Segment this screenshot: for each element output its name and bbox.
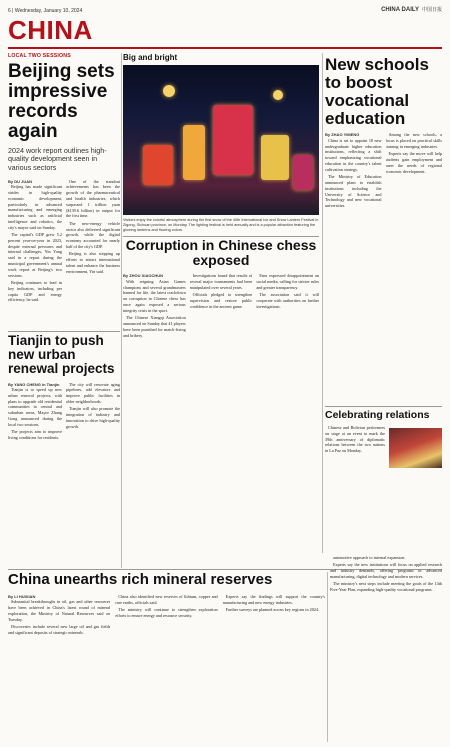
story-body-col1: By ZHAO YIMENG China is set to appoint 18 new undergraduate higher education institutions, reflecting a shift toward emphasizing vocational education in the country's talent cultivation strategy. The Ministry of Education announced plans to establish institutions including the University of Science and Technology and new vocational universities. bbox=[325, 132, 382, 209]
story-body-col2: The city will renovate aging pipelines, add elevators and improve public facilities in older neighborhoods. Tianjin will also promote the integration of industry and innovation to drive high-quality growth. bbox=[66, 381, 120, 429]
story-headline[interactable]: Beijing sets impressive records again bbox=[8, 61, 115, 142]
section-title: CHINA bbox=[8, 15, 93, 45]
masthead-brand: CHINA DAILY 中国日报 bbox=[381, 7, 442, 13]
story-body-col1: By ZHOU XIAOCHUN With reigning Asian Games champions and several grandmasters banned for life, the latest crackdown on corruption in Chinese chess has once again exposed a serious integrity crisis in the sport. The Chinese Xiangqi Association announced on Sunday that 41 players have been punished for match-fixing and bribery. bbox=[123, 273, 186, 338]
story-byline: By ZHOU XIAOCHUN bbox=[123, 273, 164, 279]
story-body-col2: One of the standout achievements has been the growth of the pharmaceutical and health industries, which surpassed 1 trillion yuan ($139.6 billion) in output for the first time. The new-energy vehicle sector also delivered significant growth, while the digital economy accounted for nearly half of the city's GDP. Beijing is also stepping up efforts to attract international talent and enhance the business environment, Yin said. bbox=[66, 178, 120, 274]
story-deck: 2024 work report outlines high-quality development seen in various sectors bbox=[8, 145, 107, 173]
story-body-col1: By DU JUAN Beijing has made significant strides in high-quality economic development, particularly in advanced manufacturing and emerging industries such as artificial intelligence and robotics, the city's mayor said on Sunday. The capital's GDP grew 5.2 percent year-on-year in 2023, despite external pressures and internal challenges, Yin Yong said in a report during the municipal government's annual work report at Beijing's two sessions. Beijing continues to lead in key indicators, including per capita GDP and energy efficiency, he said. bbox=[8, 178, 62, 303]
page-info: 6 | Wednesday, January 10, 2024 bbox=[8, 8, 83, 14]
story-mineral-reserves bbox=[8, 572, 325, 742]
story-byline: By LI HUIXIAN bbox=[8, 593, 36, 599]
story-body-col3: Fans expressed disappointment on social media, calling for stricter rules and greater transparency. The association said it will cooperate with authorities on further investigations. bbox=[256, 273, 319, 309]
story-tianjin-renewal bbox=[8, 334, 120, 566]
column-divider bbox=[322, 53, 323, 553]
masthead-brand-cn: 中国日报 bbox=[421, 7, 442, 13]
story-headline[interactable]: China unearths rich mineral reserves bbox=[8, 572, 273, 588]
story-chess-corruption bbox=[123, 238, 319, 538]
story-kicker: LOCAL TWO SESSIONS bbox=[8, 53, 71, 59]
photo-label: Big and bright bbox=[123, 53, 178, 62]
story-headline[interactable]: New schools to boost vocational education bbox=[325, 55, 429, 128]
story-celebrating-relations bbox=[325, 410, 442, 550]
story-headline[interactable]: Tianjin to push new urban renewal projects bbox=[8, 334, 115, 377]
story-body-col1: By YANG CHENG in Tianjin Tianjin is to speed up new urban renewal projects, with plans to upgrade old residential communities in central and suburban areas, Mayor Zhang Gong announced during the local two sessions. The projects aim to improve living conditions for residents. bbox=[8, 381, 62, 440]
story-body-col2: Investigations found that results of several major tournaments had been manipulated over several years. Officials pledged to strengthen supervision and restore public confidence in the ancient game. bbox=[189, 273, 253, 309]
story-beijing-records bbox=[8, 53, 120, 329]
section-rule bbox=[8, 47, 442, 49]
story-body-col3: Experts say the findings will support the country's manufacturing and new energy industries. Further surveys are planned across key regions in 2024. bbox=[222, 593, 325, 612]
story-body-col2: Among the new schools, a focus is placed on practical skills training in emerging industries. Experts say the move will help students gain employment and meet the needs of regional economic development. bbox=[385, 132, 442, 174]
story-rule bbox=[325, 406, 442, 407]
story-rule bbox=[123, 236, 319, 237]
photo-caption: Visitors enjoy the colorful atmosphere during the first snow of the 40th International Ice and Snow Lantern Festival in Zigong, Sichuan province, on Monday. The lighting festival is held annually and is a popular attraction featuring the glowing lanterns and flowing colors. bbox=[123, 218, 319, 232]
column-divider bbox=[121, 53, 122, 568]
story-byline: By DU JUAN bbox=[8, 178, 33, 184]
story-body-col1: Chinese and Bolivian performers on stage at an event to mark the 39th anniversary of diplomatic relations between the two nations in La Paz on Monday. bbox=[325, 425, 385, 454]
story-byline: By ZHAO YIMENG bbox=[325, 132, 360, 138]
story-continuation bbox=[330, 555, 442, 742]
story-body-col2: China also identified new reserves of lithium, copper and rare earths, officials said. The ministry will continue to strengthen exploration efforts to ensure energy and resource security. bbox=[115, 593, 218, 618]
story-vocational-schools bbox=[325, 53, 442, 403]
celebration-photo[interactable] bbox=[389, 428, 442, 468]
story-rule bbox=[8, 331, 120, 332]
story-body-col1: By LI HUIXIAN Substantial breakthroughs in oil, gas and other resources have been achieved in China's latest round of mineral exploration, the Ministry of Natural Resources said on Tuesday. Discoveries include several new large oil and gas fields and significant deposits of strategic minerals. bbox=[8, 593, 111, 635]
column-divider bbox=[327, 572, 328, 742]
photo-feature bbox=[123, 53, 319, 233]
story-headline[interactable]: Corruption in Chinese chess exposed bbox=[125, 238, 317, 268]
lantern-festival-photo[interactable] bbox=[123, 65, 319, 215]
story-body-col1: automotive approach to internal expansion. Experts say the new institutions will focus on applied research and industry demands, offering programs in advanced manufacturing, digital technology and modern services. The ministry's next steps include meeting the goals of the 14th Five-Year Plan, expanding high-quality vocational programs. bbox=[330, 555, 442, 592]
story-byline: By YANG CHENG in Tianjin bbox=[8, 381, 60, 387]
story-headline[interactable]: Celebrating relations bbox=[325, 410, 430, 421]
